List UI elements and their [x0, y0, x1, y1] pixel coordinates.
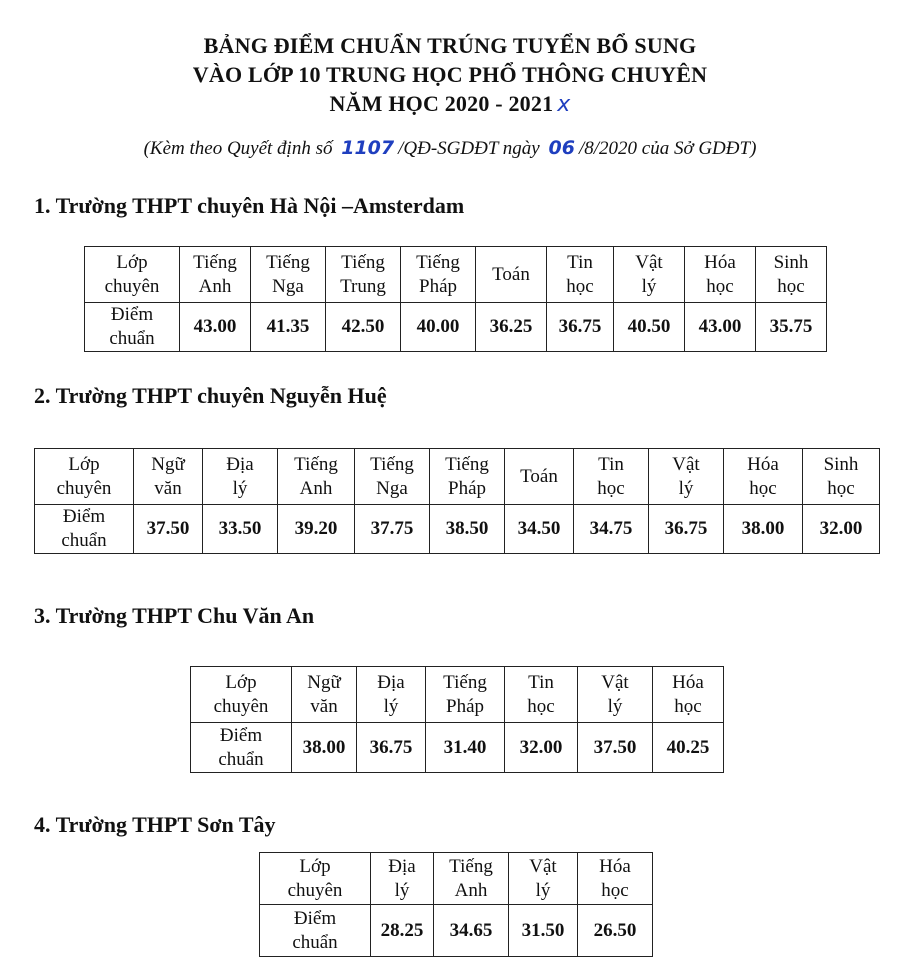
- subject-name: Tin: [598, 453, 624, 475]
- score-cell: 32.00: [803, 505, 880, 554]
- subject-header: [803, 449, 880, 505]
- subject-header: [724, 449, 803, 505]
- subject-header: [371, 853, 434, 905]
- row-label-lop-chuyen: [191, 667, 292, 723]
- section-title-3: 3. Trường THPT Chu Văn An: [34, 603, 315, 628]
- subject-name: Hóa: [704, 251, 736, 273]
- subject-header: [547, 247, 614, 303]
- score-cell: 36.25: [476, 303, 547, 352]
- subject-name: Tiếng: [294, 453, 338, 475]
- row-label-text: chuyên: [104, 275, 160, 297]
- score-cell: 37.50: [134, 505, 203, 554]
- decision-reference: [0, 137, 900, 160]
- score-cell: 36.75: [547, 303, 614, 352]
- subject-name: Tiếng: [370, 453, 414, 475]
- subject-header: [649, 449, 724, 505]
- row-label-text: chuyên: [287, 879, 343, 901]
- subject-header: [476, 247, 547, 303]
- subject-name: Tiếng: [266, 251, 310, 273]
- subject-name: Vật: [635, 251, 663, 273]
- subject-name: văn: [154, 477, 182, 499]
- subject-name: lý: [232, 477, 248, 499]
- row-label-diem-chuan: [260, 905, 371, 957]
- subject-name: lý: [394, 879, 410, 901]
- row-label-text: Điểm: [110, 304, 154, 325]
- decision-prefix: (Kèm theo Quyết định số: [143, 138, 333, 159]
- subject-header: [426, 667, 505, 723]
- score-cell: 37.75: [355, 505, 430, 554]
- subject-name: lý: [383, 695, 399, 717]
- row-label-text: chuẩn: [61, 530, 107, 551]
- row-label-text: chuyên: [56, 477, 112, 499]
- subject-name: lý: [607, 695, 623, 717]
- subject-header: [685, 247, 756, 303]
- subject-header: [203, 449, 278, 505]
- subject-name: Tiếng: [445, 453, 489, 475]
- score-cell: 34.65: [434, 905, 509, 957]
- subject-header: [614, 247, 685, 303]
- subject-header: [278, 449, 355, 505]
- score-cell: 40.00: [401, 303, 476, 352]
- subject-name: Hóa: [672, 671, 704, 693]
- subject-name: học: [597, 477, 625, 499]
- score-cell: 38.00: [724, 505, 803, 554]
- row-label-text: Điểm: [219, 724, 263, 746]
- score-cell: 26.50: [578, 905, 653, 957]
- score-cell: 38.50: [430, 505, 505, 554]
- subject-name: Pháp: [448, 477, 486, 499]
- subject-name: Toán: [492, 263, 530, 285]
- subject-header: [505, 449, 574, 505]
- subject-name: Toán: [520, 465, 558, 487]
- subject-header: [578, 853, 653, 905]
- row-label-diem-chuan: [85, 303, 180, 352]
- subject-name: Anh: [299, 477, 333, 499]
- subject-name: Trung: [340, 275, 386, 297]
- score-cell: 34.50: [505, 505, 574, 554]
- subject-header: [326, 247, 401, 303]
- score-cell: 39.20: [278, 505, 355, 554]
- score-cell: 42.50: [326, 303, 401, 352]
- section-title-2: 2. Trường THPT chuyên Nguyễn Huệ: [34, 383, 387, 408]
- score-table-3: [190, 666, 724, 773]
- row-label-text: Lớp: [116, 251, 148, 273]
- row-label-text: chuẩn: [292, 931, 338, 953]
- school-year: NĂM HỌC 2020 - 2021: [329, 91, 554, 116]
- subject-name: học: [777, 275, 805, 297]
- score-cell: 38.00: [292, 723, 357, 773]
- score-cell: 28.25: [371, 905, 434, 957]
- document-title-line-3: [0, 91, 900, 117]
- subject-name: Địa: [226, 453, 254, 475]
- subject-header: [355, 449, 430, 505]
- score-row: [191, 723, 724, 773]
- row-label-text: chuẩn: [218, 748, 264, 770]
- row-label-lop-chuyen: [260, 853, 371, 905]
- subject-name: Tin: [567, 251, 593, 273]
- subject-name: Tiếng: [443, 671, 487, 693]
- subject-header: [357, 667, 426, 723]
- row-label-diem-chuan: [191, 723, 292, 773]
- score-cell: 37.50: [578, 723, 653, 773]
- row-label-text: chuyên: [213, 695, 269, 717]
- subject-name: Tiếng: [341, 251, 385, 273]
- header-row: [260, 853, 653, 905]
- row-label-text: Lớp: [299, 855, 331, 877]
- subject-name: Nga: [376, 477, 408, 499]
- subject-header: [251, 247, 326, 303]
- decision-number: 1107: [341, 137, 395, 159]
- score-cell: 40.25: [653, 723, 724, 773]
- subject-header: [574, 449, 649, 505]
- subject-header: [505, 667, 578, 723]
- document-title-line-2: VÀO LỚP 10 TRUNG HỌC PHỔ THÔNG CHUYÊN: [192, 62, 708, 87]
- header-row: [85, 247, 827, 303]
- score-cell: 35.75: [756, 303, 827, 352]
- score-cell: 34.75: [574, 505, 649, 554]
- score-cell: 43.00: [180, 303, 251, 352]
- score-cell: 40.50: [614, 303, 685, 352]
- score-cell: 41.35: [251, 303, 326, 352]
- row-label-lop-chuyen: [85, 247, 180, 303]
- subject-name: Vật: [672, 453, 700, 475]
- subject-name: Địa: [377, 671, 405, 693]
- subject-name: Pháp: [419, 275, 457, 297]
- subject-name: văn: [310, 695, 338, 717]
- decision-middle: /QĐ-SGDĐT ngày: [398, 138, 540, 159]
- section-title-4: 4. Trường THPT Sơn Tây: [34, 812, 276, 837]
- decision-day: 06: [548, 137, 575, 159]
- subject-header: [401, 247, 476, 303]
- subject-name: Hóa: [747, 453, 779, 475]
- subject-name: Pháp: [446, 695, 484, 717]
- score-row: [35, 505, 880, 554]
- subject-name: Tiếng: [193, 251, 237, 273]
- decision-suffix: /8/2020 của Sở GDĐT): [578, 138, 757, 159]
- subject-name: học: [527, 695, 555, 717]
- header-row: [191, 667, 724, 723]
- subject-header: [578, 667, 653, 723]
- row-label-lop-chuyen: [35, 449, 134, 505]
- subject-name: học: [674, 695, 702, 717]
- row-label-text: Lớp: [68, 453, 100, 475]
- score-cell: 32.00: [505, 723, 578, 773]
- subject-name: Tiếng: [449, 855, 493, 877]
- score-cell: 31.50: [509, 905, 578, 957]
- row-label-text: Lớp: [225, 671, 257, 693]
- row-label-text: Điểm: [293, 907, 337, 929]
- subject-header: [434, 853, 509, 905]
- row-label-text: Điểm: [62, 506, 106, 527]
- score-row: [85, 303, 827, 352]
- subject-header: [756, 247, 827, 303]
- subject-name: Địa: [388, 855, 416, 877]
- subject-name: Nga: [272, 275, 304, 297]
- score-cell: 31.40: [426, 723, 505, 773]
- document-title-line-1: BẢNG ĐIỂM CHUẨN TRÚNG TUYỂN BỔ SUNG: [203, 33, 697, 58]
- subject-name: Vật: [601, 671, 629, 693]
- subject-name: học: [706, 275, 734, 297]
- subject-name: Anh: [454, 879, 488, 901]
- subject-name: Sinh: [773, 251, 809, 273]
- subject-name: lý: [535, 879, 551, 901]
- score-cell: 33.50: [203, 505, 278, 554]
- subject-name: Anh: [198, 275, 232, 297]
- subject-name: Sinh: [823, 453, 859, 475]
- subject-name: Tiếng: [416, 251, 460, 273]
- subject-name: Tin: [528, 671, 554, 693]
- subject-name: lý: [678, 477, 694, 499]
- subject-header: [430, 449, 505, 505]
- subject-header: [180, 247, 251, 303]
- subject-name: học: [601, 879, 629, 901]
- score-table-4: [259, 852, 653, 957]
- score-cell: 36.75: [649, 505, 724, 554]
- section-title-1: 1. Trường THPT chuyên Hà Nội –Amsterdam: [34, 193, 465, 218]
- subject-header: [653, 667, 724, 723]
- score-cell: 43.00: [685, 303, 756, 352]
- score-table-1: [84, 246, 827, 352]
- subject-name: Ngữ: [151, 453, 185, 475]
- subject-name: học: [827, 477, 855, 499]
- subject-header: [134, 449, 203, 505]
- subject-name: học: [566, 275, 594, 297]
- subject-name: học: [749, 477, 777, 499]
- score-table-2: [34, 448, 880, 554]
- subject-header: [292, 667, 357, 723]
- subject-header: [509, 853, 578, 905]
- row-label-diem-chuan: [35, 505, 134, 554]
- header-row: [35, 449, 880, 505]
- row-label-text: chuẩn: [109, 328, 155, 349]
- score-cell: 36.75: [357, 723, 426, 773]
- subject-name: Hóa: [599, 855, 631, 877]
- subject-name: Vật: [529, 855, 557, 877]
- subject-name: Ngữ: [307, 671, 341, 693]
- handwritten-mark: x: [557, 92, 571, 117]
- score-row: [260, 905, 653, 957]
- subject-name: lý: [641, 275, 657, 297]
